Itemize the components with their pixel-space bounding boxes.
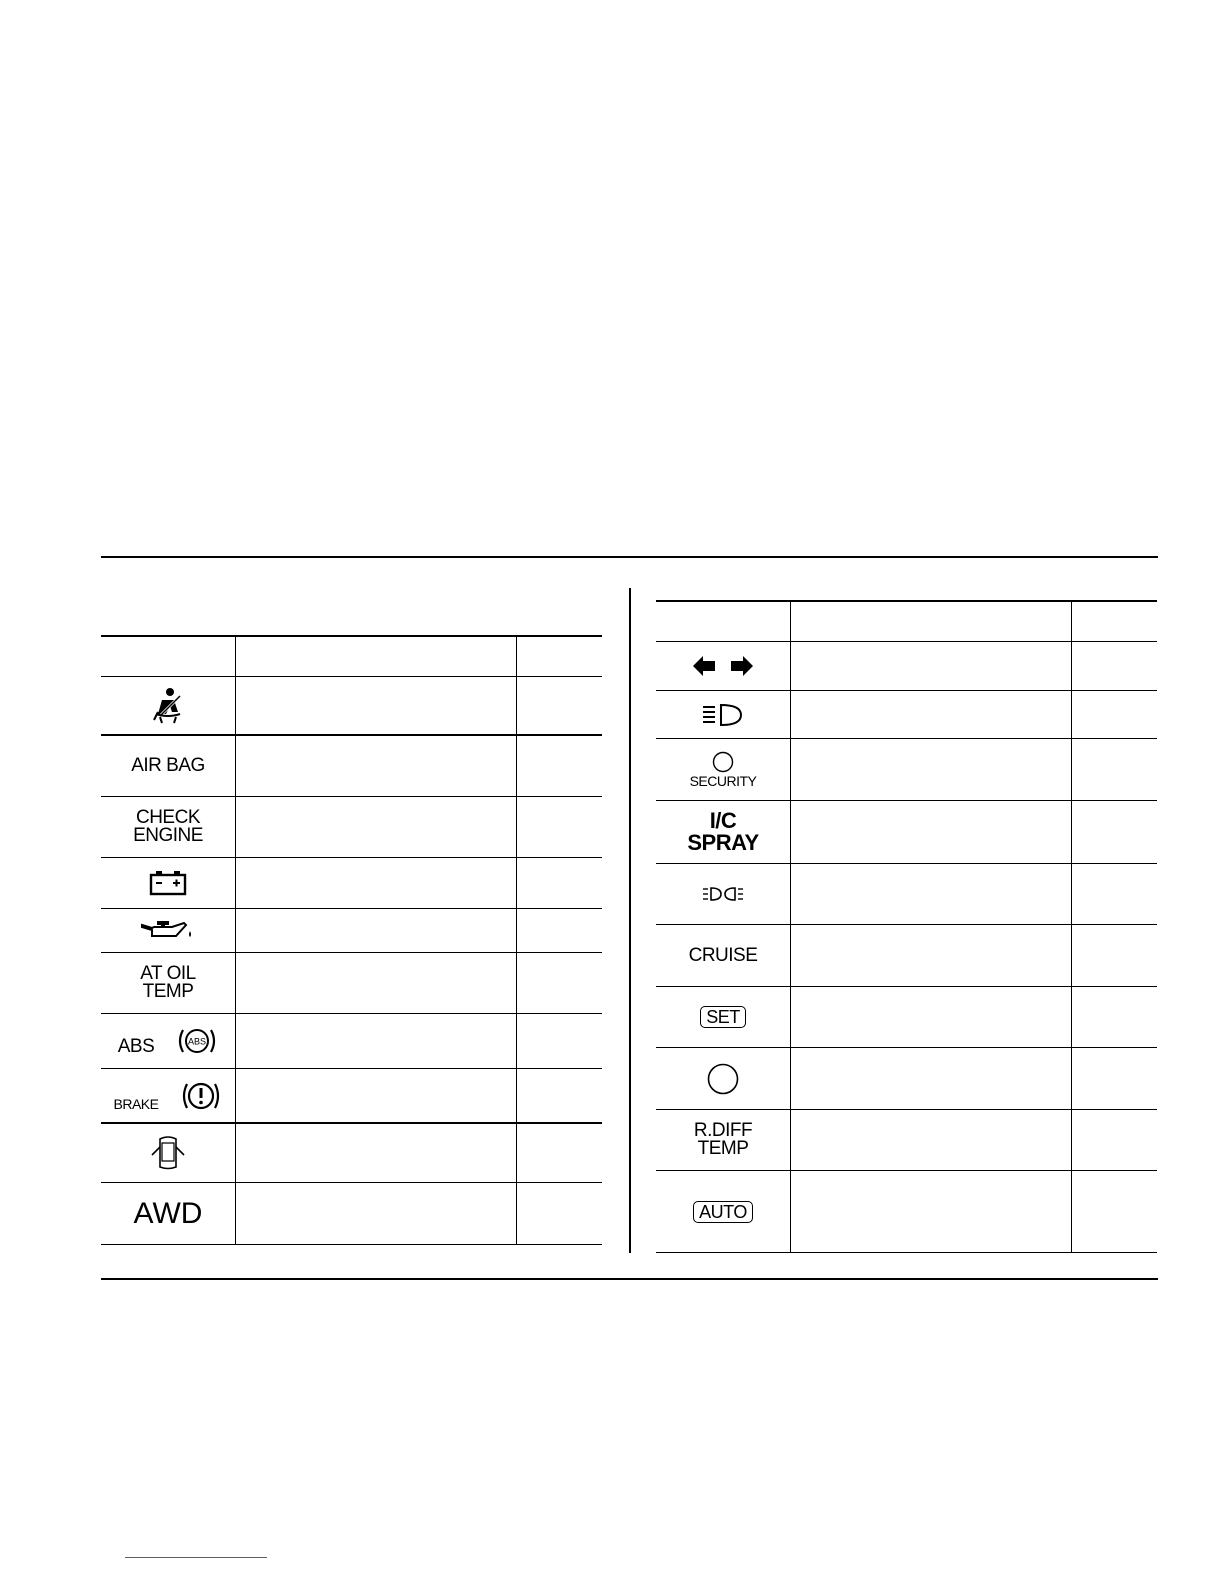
at-oil-temp-label: AT OIL TEMP [140, 963, 196, 1002]
table-row [656, 801, 1157, 864]
airbag-label: AIR BAG [131, 755, 205, 776]
turn-signal-arrows-icon [691, 654, 755, 678]
table-row [101, 1014, 602, 1069]
table-row [101, 909, 602, 953]
table-row [656, 864, 1157, 925]
svg-text:ABS: ABS [188, 1036, 207, 1047]
column-divider [629, 588, 631, 1253]
fog-light-icon [701, 886, 745, 902]
table-row [656, 1110, 1157, 1171]
link-underline[interactable] [125, 1557, 267, 1558]
table-row [656, 739, 1157, 801]
ic-spray-label: I/C SPRAY [687, 808, 759, 855]
table-row [101, 1183, 602, 1245]
table-row [656, 925, 1157, 987]
security-circle-icon [711, 751, 735, 773]
seatbelt-icon [148, 686, 188, 726]
check-engine-label: CHECK ENGINE [133, 807, 203, 846]
table-row [101, 797, 602, 858]
cruise-label: CRUISE [688, 944, 758, 966]
table-row [101, 736, 602, 797]
battery-icon [148, 870, 188, 896]
abs-circle-icon [176, 1024, 218, 1058]
table-row [101, 858, 602, 909]
table-row [656, 987, 1157, 1048]
right-indicator-table [656, 600, 1157, 1253]
table-row [101, 1069, 602, 1124]
high-beam-icon [701, 703, 745, 727]
auto-label: AUTO [693, 1201, 753, 1223]
table-row [101, 1124, 602, 1183]
table-header-row [656, 600, 1157, 642]
set-label: SET [700, 1006, 746, 1028]
plain-circle-icon [706, 1062, 740, 1096]
left-indicator-table [101, 635, 602, 1245]
brake-warning-icon [180, 1078, 222, 1114]
table-row [101, 953, 602, 1014]
table-row [656, 1171, 1157, 1253]
door-open-icon [148, 1133, 188, 1173]
abs-label: ABS [117, 1036, 155, 1057]
security-label: SECURITY [689, 772, 757, 789]
bottom-rule [101, 1278, 1158, 1280]
oil-can-icon [140, 919, 196, 943]
table-row [656, 691, 1157, 739]
awd-label: AWD [133, 1196, 203, 1230]
table-row [101, 677, 602, 736]
table-row [656, 1048, 1157, 1110]
top-rule [101, 556, 1158, 558]
table-header-row [101, 635, 602, 677]
table-row [656, 642, 1157, 691]
rdiff-temp-label: R.DIFF TEMP [693, 1120, 753, 1159]
brake-label: BRAKE [113, 1095, 159, 1112]
